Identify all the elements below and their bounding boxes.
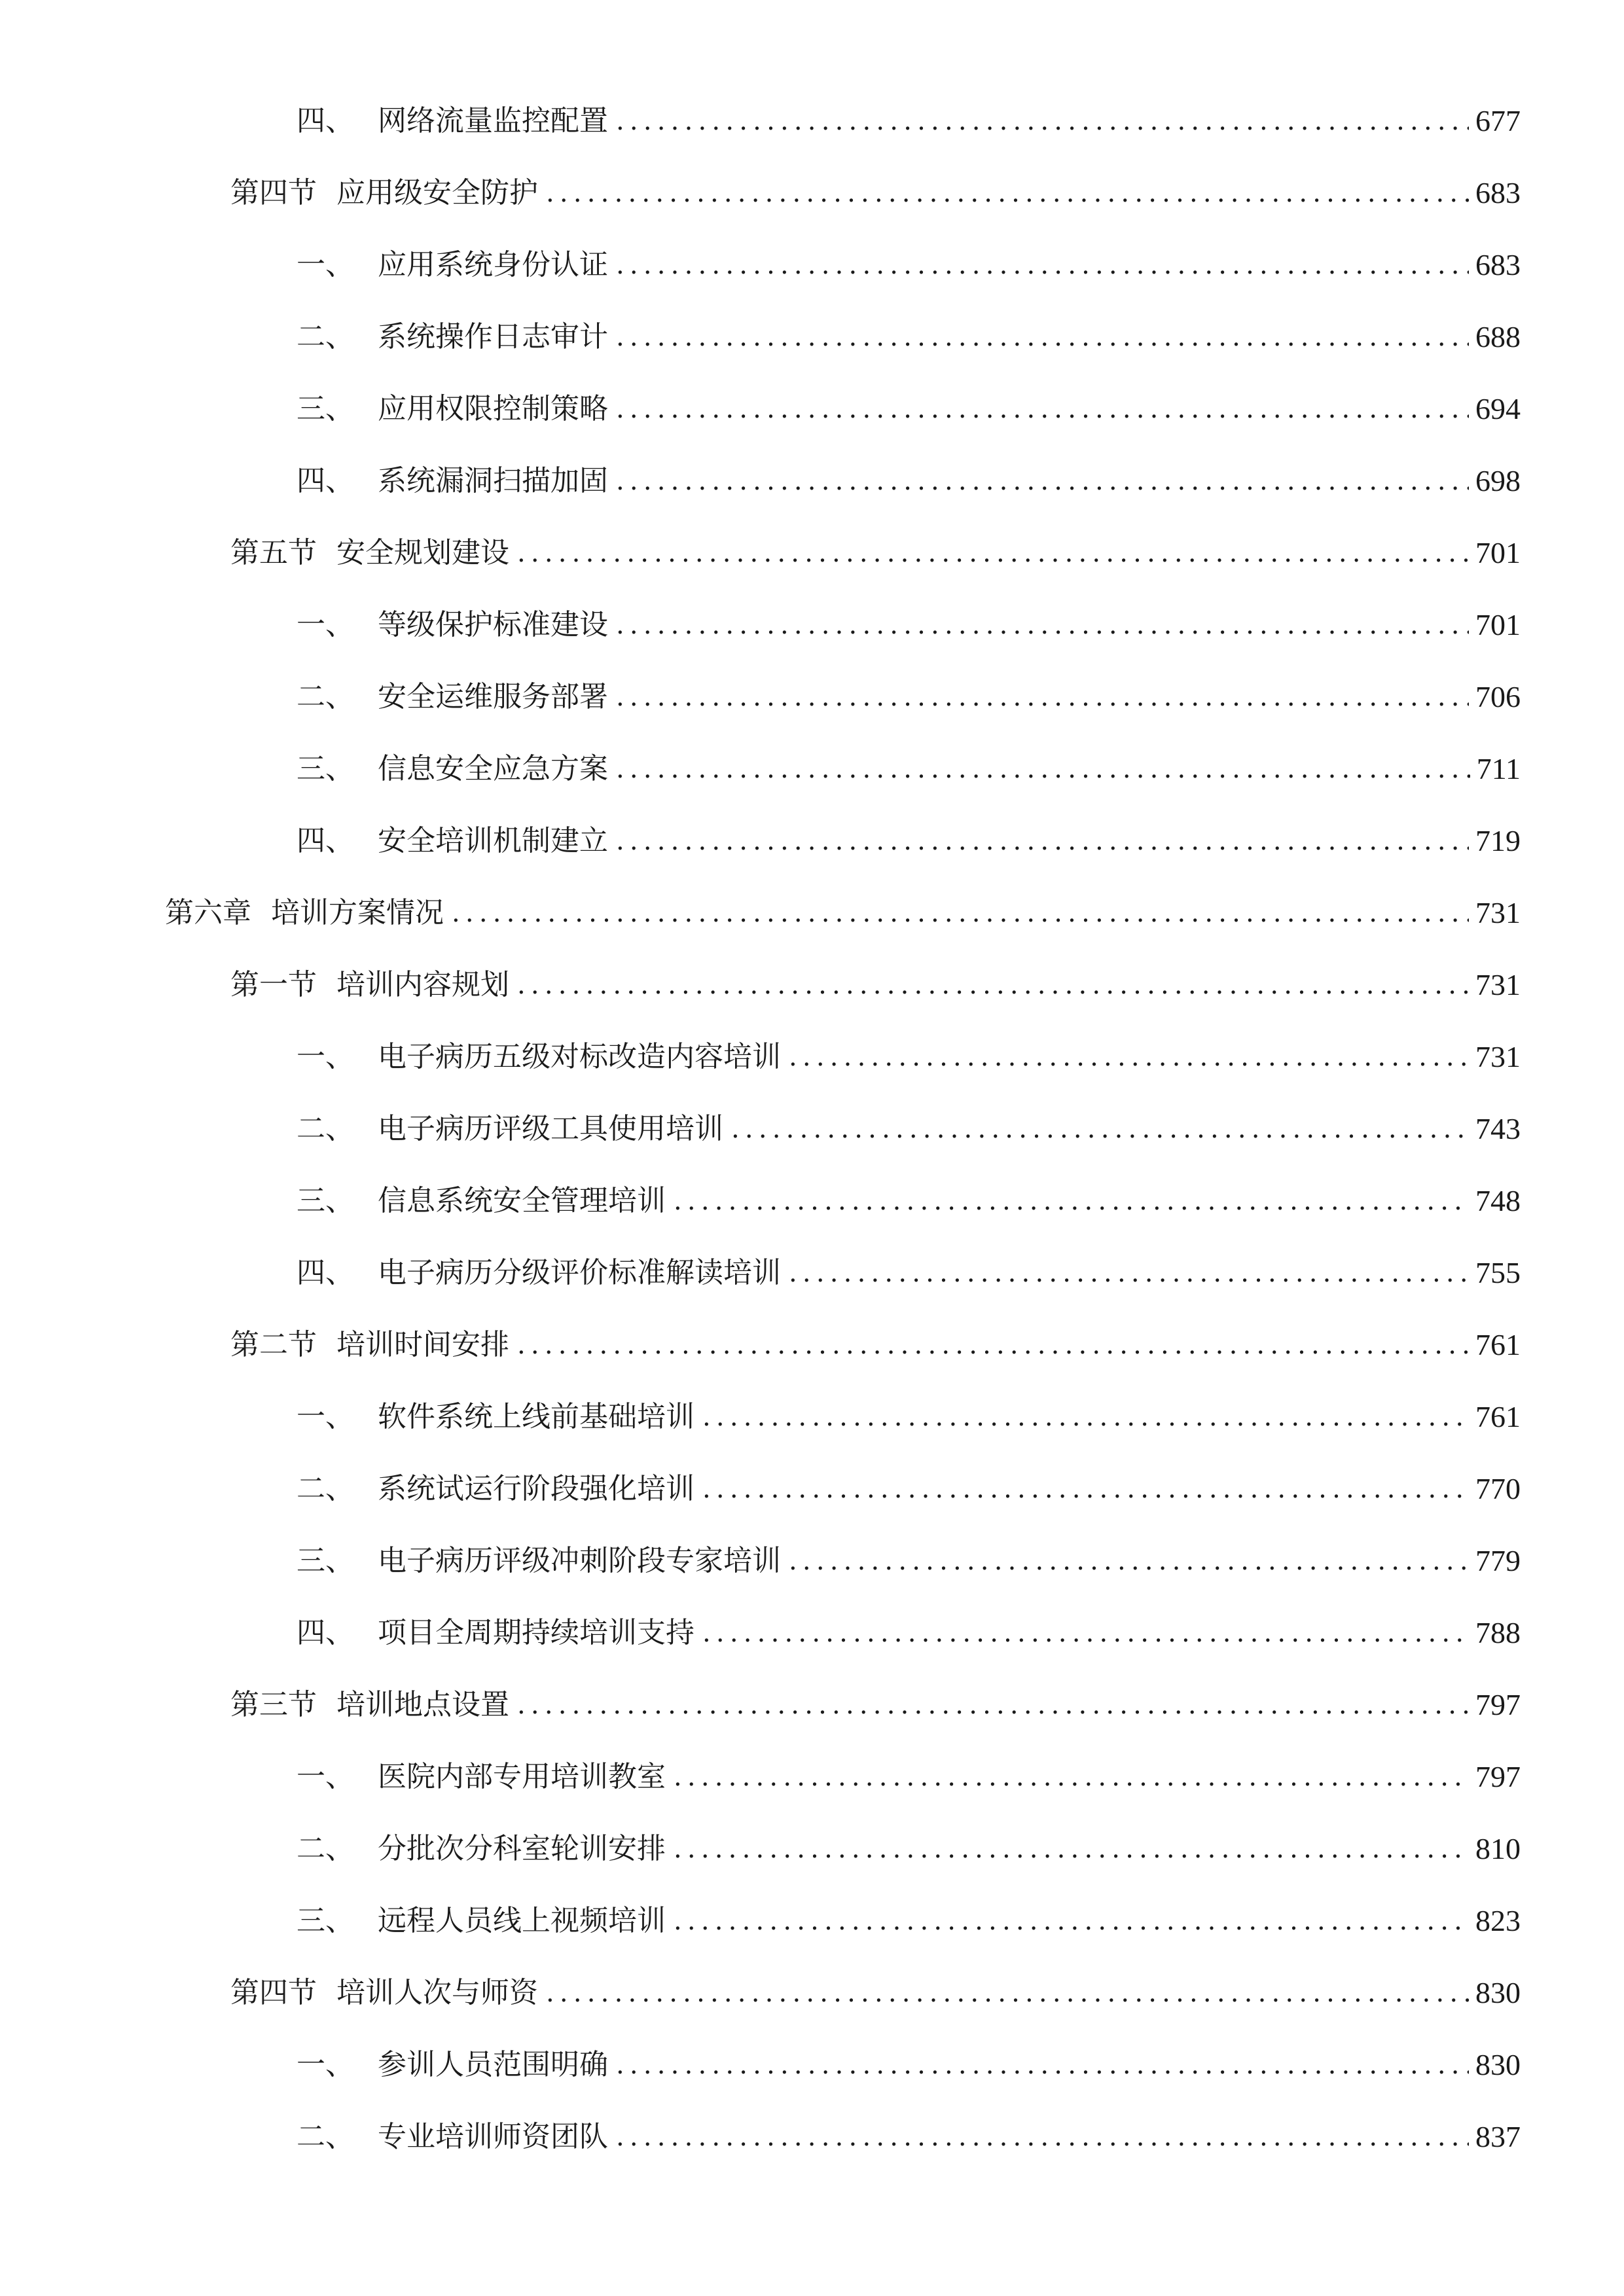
toc-entry[interactable] — [230, 1970, 1521, 2016]
toc-entry-number: 四、 — [297, 1616, 354, 1649]
toc-entry-number: 二、 — [297, 1472, 354, 1505]
toc-page-number: 719 — [1475, 824, 1521, 857]
toc-entry[interactable] — [297, 386, 1521, 432]
toc-page-number: 683 — [1475, 176, 1521, 209]
dot-leader — [616, 746, 1470, 792]
toc-page-number: 706 — [1475, 680, 1521, 713]
toc-entry[interactable] — [230, 1682, 1521, 1728]
toc-entry[interactable] — [297, 1466, 1521, 1512]
toc-entry[interactable] — [297, 1826, 1521, 1872]
toc-entry[interactable] — [297, 1538, 1521, 1584]
toc-entry[interactable] — [297, 314, 1521, 360]
toc-page-number: 761 — [1475, 1328, 1521, 1361]
dot-leader — [616, 674, 1469, 720]
toc-page-number: 743 — [1475, 1112, 1521, 1145]
toc-entry-number: 第四节 — [230, 1976, 317, 2009]
toc-entry[interactable] — [297, 458, 1521, 504]
toc-page-number: 755 — [1475, 1256, 1521, 1289]
toc-entry-number: 第六章 — [165, 896, 251, 929]
dot-leader — [674, 1178, 1469, 1224]
toc-entry[interactable] — [297, 1754, 1521, 1800]
toc-page-number: 701 — [1475, 608, 1521, 641]
toc-entry-number: 二、 — [297, 1832, 354, 1865]
toc-entry[interactable] — [297, 818, 1521, 864]
toc-entry-number: 四、 — [297, 104, 354, 137]
toc-entry[interactable] — [297, 1106, 1521, 1152]
toc-entry-title: 安全运维服务部署 — [378, 680, 608, 713]
dot-leader — [546, 1970, 1469, 2016]
toc-entry-number: 一、 — [297, 1400, 354, 1433]
dot-leader — [674, 1826, 1469, 1872]
toc-page-number: 837 — [1475, 2120, 1521, 2153]
toc-page-number: 688 — [1475, 320, 1521, 353]
toc-page-number: 761 — [1475, 1400, 1521, 1433]
toc-entry-title: 系统操作日志审计 — [378, 320, 608, 353]
dot-leader — [517, 530, 1469, 576]
toc-entry[interactable] — [297, 1394, 1521, 1440]
toc-page-number: 779 — [1475, 1544, 1521, 1577]
dot-leader — [616, 2042, 1469, 2088]
toc-entry[interactable] — [230, 170, 1521, 216]
dot-leader — [616, 386, 1469, 432]
toc-entry[interactable] — [297, 1898, 1521, 1944]
toc-page-number: 830 — [1475, 1976, 1521, 2009]
toc-page-number: 731 — [1475, 968, 1521, 1001]
dot-leader — [616, 458, 1469, 504]
toc-page-number: 788 — [1475, 1616, 1521, 1649]
dot-leader — [616, 98, 1469, 144]
toc-entry-number: 二、 — [297, 1112, 354, 1145]
toc-page-number: 830 — [1475, 2048, 1521, 2081]
toc-page-number: 731 — [1475, 896, 1521, 929]
toc-entry-number: 四、 — [297, 1256, 354, 1289]
toc-page-number: 731 — [1475, 1040, 1521, 1073]
toc-entry-title: 电子病历分级评价标准解读培训 — [378, 1256, 781, 1289]
toc-entry-number: 三、 — [297, 1184, 354, 1217]
toc-entry[interactable] — [297, 1178, 1521, 1224]
toc-entry-title: 培训地点设置 — [336, 1688, 509, 1721]
toc-entry[interactable] — [297, 1250, 1521, 1296]
dot-leader — [517, 1682, 1469, 1728]
toc-entry-title: 电子病历五级对标改造内容培训 — [378, 1040, 781, 1073]
dot-leader — [517, 962, 1469, 1008]
toc-entry[interactable] — [230, 1322, 1521, 1368]
toc-entry-title: 医院内部专用培训教室 — [378, 1760, 666, 1793]
toc-entry-number: 三、 — [297, 1544, 354, 1577]
toc-entry-title: 电子病历评级工具使用培训 — [378, 1112, 723, 1145]
dot-leader — [702, 1610, 1469, 1656]
toc-entry-title: 信息安全应急方案 — [378, 752, 608, 785]
toc-page-number: 677 — [1475, 104, 1521, 137]
toc-entry[interactable] — [297, 2114, 1521, 2160]
dot-leader — [674, 1898, 1469, 1944]
dot-leader — [789, 1250, 1469, 1296]
toc-entry-number: 第三节 — [230, 1688, 317, 1721]
toc-entry-title: 培训内容规划 — [336, 968, 509, 1001]
toc-entry-number: 一、 — [297, 2048, 354, 2081]
toc-entry[interactable] — [230, 530, 1521, 576]
toc-entry[interactable] — [297, 602, 1521, 648]
toc-entry[interactable] — [297, 242, 1521, 288]
toc-page-number: 748 — [1475, 1184, 1521, 1217]
toc-entry[interactable] — [165, 890, 1521, 936]
dot-leader — [517, 1322, 1469, 1368]
toc-entry-number: 二、 — [297, 320, 354, 353]
toc-entry-title: 培训方案情况 — [271, 896, 444, 929]
toc-entry-number: 一、 — [297, 1040, 354, 1073]
toc-entry[interactable] — [297, 98, 1521, 144]
toc-page-number: 698 — [1475, 464, 1521, 497]
toc-page-number: 797 — [1475, 1688, 1521, 1721]
toc-entry[interactable] — [297, 1610, 1521, 1656]
dot-leader — [702, 1466, 1469, 1512]
dot-leader — [616, 242, 1469, 288]
dot-leader — [616, 602, 1469, 648]
toc-entry-number: 二、 — [297, 680, 354, 713]
dot-leader — [789, 1034, 1469, 1080]
toc-entry-title: 电子病历评级冲刺阶段专家培训 — [378, 1544, 781, 1577]
toc-page-number: 810 — [1475, 1832, 1521, 1865]
toc-entry-number: 第二节 — [230, 1328, 317, 1361]
toc-entry-number: 第五节 — [230, 536, 317, 569]
dot-leader — [674, 1754, 1469, 1800]
toc-entry-title: 分批次分科室轮训安排 — [378, 1832, 666, 1865]
toc-entry-number: 四、 — [297, 824, 354, 857]
toc-entry[interactable] — [297, 1034, 1521, 1080]
toc-entry-number: 二、 — [297, 2120, 354, 2153]
toc-page-number: 797 — [1475, 1760, 1521, 1793]
toc-entry-title: 系统试运行阶段强化培训 — [378, 1472, 695, 1505]
toc-entry-title: 应用权限控制策略 — [378, 392, 608, 425]
toc-entry-number: 三、 — [297, 392, 354, 425]
toc-page-number: 683 — [1475, 248, 1521, 281]
toc-page-number: 823 — [1475, 1904, 1521, 1937]
toc-entry-number: 四、 — [297, 464, 354, 497]
toc-entry-number: 一、 — [297, 1760, 354, 1793]
toc-entry-title: 培训时间安排 — [336, 1328, 509, 1361]
toc-entry-number: 三、 — [297, 1904, 354, 1937]
toc-entry[interactable] — [297, 674, 1521, 720]
toc-page-number: 711 — [1476, 752, 1521, 785]
dot-leader — [702, 1394, 1469, 1440]
dot-leader — [616, 2114, 1469, 2160]
toc-entry-title: 应用系统身份认证 — [378, 248, 608, 281]
toc-entry[interactable] — [230, 962, 1521, 1008]
toc-page-number: 694 — [1475, 392, 1521, 425]
dot-leader — [616, 818, 1469, 864]
toc-entry-number: 一、 — [297, 248, 354, 281]
toc-entry-number: 第一节 — [230, 968, 317, 1001]
toc-entry-title: 应用级安全防护 — [336, 176, 538, 209]
toc-entry-number: 一、 — [297, 608, 354, 641]
toc-page-number: 770 — [1475, 1472, 1521, 1505]
dot-leader — [452, 890, 1469, 936]
toc-entry-title: 软件系统上线前基础培训 — [378, 1400, 695, 1433]
toc-entry-title: 网络流量监控配置 — [378, 104, 608, 137]
toc-entry[interactable] — [297, 2042, 1521, 2088]
toc-entry-title: 参训人员范围明确 — [378, 2048, 608, 2081]
toc-entry-title: 安全培训机制建立 — [378, 824, 608, 857]
toc-entry-title: 培训人次与师资 — [336, 1976, 538, 2009]
toc-page-number: 701 — [1475, 536, 1521, 569]
toc-entry-title: 等级保护标准建设 — [378, 608, 608, 641]
toc-entry[interactable] — [297, 746, 1521, 792]
toc-entry-title: 安全规划建设 — [336, 536, 509, 569]
toc-entry-number: 第四节 — [230, 176, 317, 209]
dot-leader — [789, 1538, 1469, 1584]
toc-entry-title: 项目全周期持续培训支持 — [378, 1616, 695, 1649]
dot-leader — [546, 170, 1469, 216]
toc-entry-title: 远程人员线上视频培训 — [378, 1904, 666, 1937]
toc-entry-number: 三、 — [297, 752, 354, 785]
dot-leader — [616, 314, 1469, 360]
toc-entry-title: 信息系统安全管理培训 — [378, 1184, 666, 1217]
toc-entry-title: 专业培训师资团队 — [378, 2120, 608, 2153]
dot-leader — [731, 1106, 1469, 1152]
toc-entry-title: 系统漏洞扫描加固 — [378, 464, 608, 497]
